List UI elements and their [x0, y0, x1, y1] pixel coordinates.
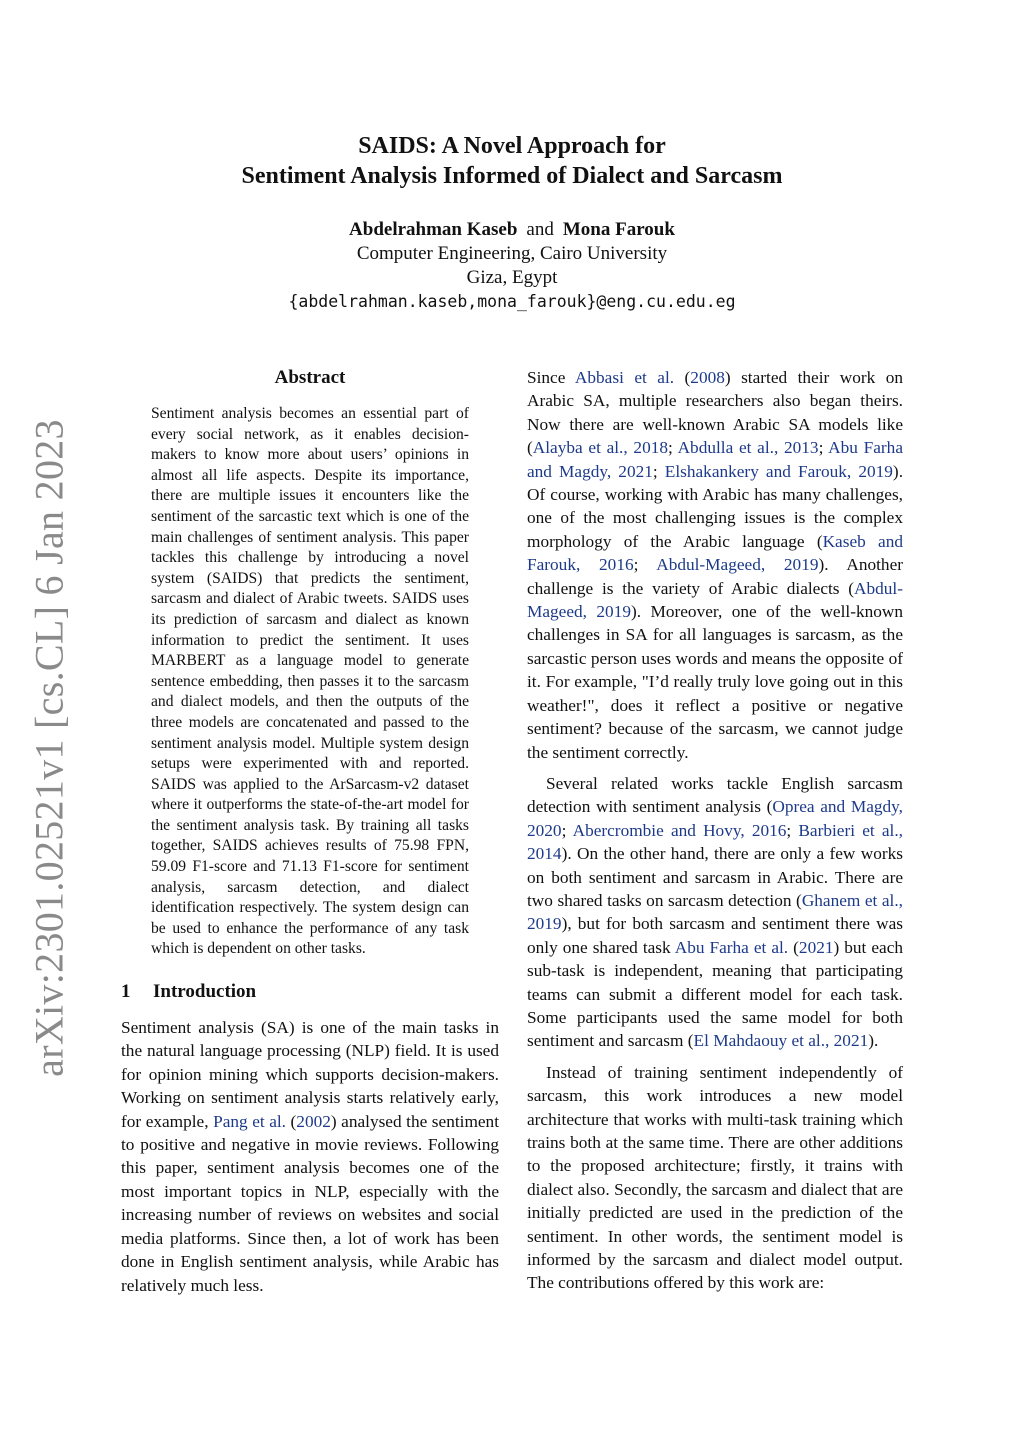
location: Giza, Egypt — [466, 267, 558, 288]
intro-paragraph-3: Several related works tackle English sarcasm detection with sentiment analysis (Oprea and Magdy, 2020; Abercrombie and Hovy, 2016; Barbieri et al., 2014). On the other hand, there are only a few works on both sentiment and sarcasm in Arabic. There are two shared tasks on sarcasm detection (Ghanem et al., 2019), but for both sarcasm and sentiment there was only one shared task Abu Farha et al. (2021) but each sub-task is independent, meaning that participating teams can submit a different model for each task. Some participants used the same model for both sentiment and sarcasm (El Mahdaouy et al., 2021). — [527, 773, 904, 1051]
intro-paragraph-1: Sentiment analysis (SA) is one of the main tasks in the natural language processing (NLP) field. It is used for opinion mining which supports decision-makers. Working on sentiment analysis starts relatively early, for example, Pang et al. (2002) analysed the sentiment to positive and negative in movie reviews. Following this paper, sentiment analysis becomes one of the most important topics in NLP, especially with the increasing number of reviews on websites and social media platforms. Since then, a lot of work has been done in English sentiment analysis, while Arabic has relatively much less. — [121, 1018, 499, 1295]
author-block — [0, 218, 1024, 314]
citation-link[interactable]: Abdul-Mageed, 2019 — [527, 578, 903, 622]
citation-link[interactable]: Abercrombie and Hovy, 2016 — [572, 820, 787, 840]
text-run: started their work on Arabic SA, multiple researchers also began theirs. Now there are well-known Arabic SA models like — [527, 368, 903, 434]
text-run: Since — [527, 368, 566, 387]
abstract-heading: Abstract — [274, 367, 346, 388]
citation-link[interactable]: Abu Farha and Magdy, 2021 — [527, 438, 903, 481]
author-2: Mona Farouk — [562, 219, 675, 240]
citation-link[interactable]: Abdul-Mageed, 2019 — [656, 555, 819, 575]
arxiv-identifier-stamp: arXiv:2301.02521v1 [cs.CL] 6 Jan 2023 — [26, 419, 72, 1077]
author-names — [0, 218, 1024, 242]
paper-title — [0, 131, 1024, 191]
citation-link[interactable]: El Mahdaouy et al., 2021 — [693, 1031, 869, 1051]
citation-link[interactable]: Ghanem et al., 2019 — [527, 890, 903, 934]
section-heading-introduction — [121, 980, 499, 1004]
left-column — [121, 366, 499, 1297]
affiliation: Computer Engineering, Cairo University — [356, 243, 668, 264]
citation-year-link[interactable]: 2008 — [690, 368, 725, 387]
citation-link[interactable]: Pang et al. — [213, 1111, 286, 1131]
author-conjunction: and — [526, 219, 554, 240]
email: {abdelrahman.kaseb,mona_farouk}@eng.cu.edu.eg — [288, 292, 736, 311]
intro-paragraph-2: Since Abbasi et al. (2008) started their work on Arabic SA, multiple researchers also began theirs. Now there are well-known Arabic SA models like (Alayba et al., 2018; Abdulla et al., 2013; Abu Farha and Magdy, 2021; Elshakankery and Farouk, 2019). Of course, working with Arabic has many challenges, one of the most challenging issues is the complex morphology of the Arabic language (Kaseb and Farouk, 2016; Abdul-Mageed, 2019). Another challenge is the variety of Arabic dialects (Abdul-Mageed, 2019). Moreover, one of the well-known challenges in SA for all languages is sarcasm, as the sarcastic person uses words and means the opposite of it. For example, "I’d really truly love going out in this weather!", does it reflect a positive or negative sentiment? because of the sarcasm, we cannot judge the sentiment correctly. — [527, 368, 904, 762]
section-number: 1 — [121, 981, 131, 1003]
citation-link[interactable]: Oprea and Magdy, 2020 — [527, 797, 903, 840]
title-line-2: Sentiment Analysis Informed of Dialect and Sarcasm — [241, 163, 783, 189]
title-line-1: SAIDS: A Novel Approach for — [358, 133, 666, 159]
text-run: . On the other hand, there are only a few works on both sentiment and sarcasm in Arabic. There are two shared tasks on sarcasm detection — [527, 844, 903, 910]
section-title: Introduction — [153, 981, 257, 1003]
text-run: . Another challenge is the variety of Arabic dialects — [527, 555, 903, 598]
text-run: Several related works tackle English sarcasm detection with sentiment analysis — [527, 773, 903, 817]
citation-link[interactable]: Alayba et al., 2018 — [532, 438, 668, 458]
citation-year-link[interactable]: 2002 — [296, 1111, 331, 1131]
citation-link[interactable]: Kaseb and Farouk, 2016 — [527, 531, 903, 575]
text-run: . — [874, 1031, 879, 1051]
text-run: . Of course, working with Arabic has many challenges, one of the most challenging issues is the complex morphology of the Arabic language — [527, 461, 904, 551]
citation-link[interactable]: Elshakankery and Farouk, 2019 — [664, 461, 893, 481]
citation-year-link[interactable]: 2021 — [798, 937, 834, 957]
abstract-body: Sentiment analysis becomes an essential part of every social network, as it enables decision-makers to know more about users’ opinions in almost all life aspects. Despite its importance, there are multiple issues it encounters like the sentiment of the sarcastic text which is one of the main challenges of sentiment analysis. This paper tackles this challenge by introducing a novel system (SAIDS) that predicts the sentiment, sarcasm and dialect of Arabic tweets. SAIDS uses its prediction of sarcasm and dialect as known information to predict the sentiment. It uses MARBERT as a language model to generate sentence embedding, then passes it to the sarcasm and dialect models, and then the outputs of the three models are concatenated and passed to the sentiment analysis model. Multiple system design setups were experimented with and reported. SAIDS was applied to the ArSarcasm-v2 dataset where it outperforms the state-of-the-art model for the sentiment analysis task. By training all tasks together, SAIDS achieves results of 75.98 FPN, 59.09 F1-score and 71.13 F1-score for sentiment analysis, sarcasm detection, and dialect identification respectively. The system design can be used to enhance the performance of any task which is dependent on other tasks. — [151, 405, 469, 958]
text-run: Sentiment analysis (SA) is one of the main tasks in the natural language processing (NLP) field. It is used for opinion mining which supports decision-makers. Working on sentiment analysis starts relatively early, for example, — [121, 1018, 499, 1131]
author-1: Abdelrahman Kaseb — [349, 219, 518, 240]
citation-link[interactable]: Abbasi et al. — [574, 368, 675, 387]
text-run: but each sub-task is independent, meaning that participating teams can submit a different model for each task. Some participants used the same model for both sentiment and sarcasm — [527, 937, 904, 1051]
text-run: . Moreover, one of the well-known challenges in SA for all languages is sarcasm, as the sarcastic person uses words and means the opposite of it. For example, "I’d really truly love going out in this weather!", does it reflect a positive or negative sentiment? because of the sarcasm, we cannot judge the sentiment correctly. — [527, 602, 903, 762]
text-run: analysed the sentiment to positive and negative in movie reviews. Following this paper, sentiment analysis becomes one of the most important topics in NLP, especially with the increasing number of reviews on websites and social media platforms. Since then, a lot of work has been done in English sentiment analysis, while Arabic has relatively much less. — [121, 1111, 499, 1295]
citation-link[interactable]: Barbieri et al., 2014 — [527, 820, 903, 864]
right-column — [527, 366, 903, 1295]
text-run: , but for both sarcasm and sentiment there was only one shared task — [527, 914, 903, 957]
intro-paragraph-4: Instead of training sentiment independently of sarcasm, this work introduces a new model architecture that works with multi-task training which trains both at the same time. There are other additions to the proposed architecture; firstly, it trains with dialect also. Secondly, the sarcasm and dialect that are initially predicted are used in the prediction of the sentiment. In other words, the sentiment model is informed by the sarcasm and dialect model output. The contributions offered by this work are: — [527, 1062, 903, 1293]
citation-link[interactable]: Abdulla et al., 2013 — [677, 438, 819, 458]
citation-link[interactable]: Abu Farha et al. — [674, 937, 789, 957]
